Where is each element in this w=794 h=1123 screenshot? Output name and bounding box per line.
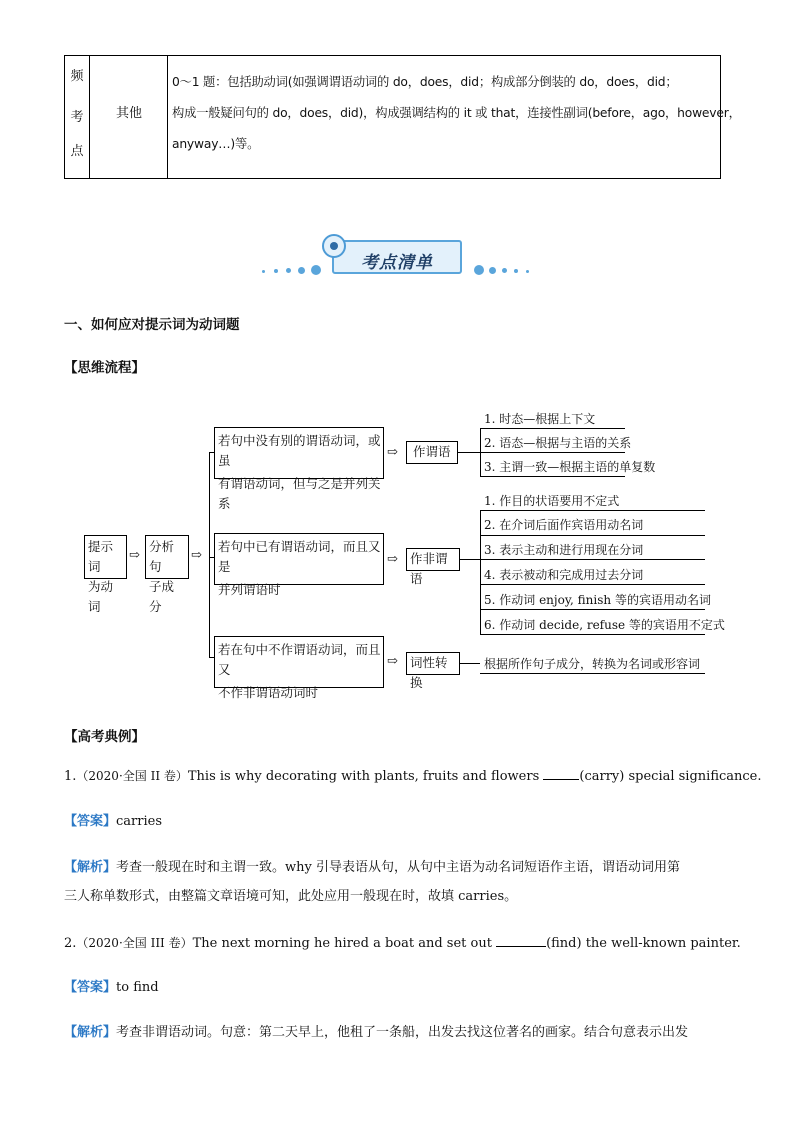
decor-dot: [489, 267, 496, 274]
example-source: （2020·全国 III 卷）: [76, 936, 193, 950]
example-question: [64, 935, 741, 951]
flow-rule: 1. 时态—根据上下文: [484, 412, 596, 426]
flow-rule: 3. 表示主动和进行用现在分词: [484, 543, 644, 557]
flow-rule-underline: [480, 673, 705, 674]
answer-blank: [496, 935, 546, 947]
flow-rule: 2. 在介词后面作宾语用动名词: [484, 518, 644, 532]
decor-dot: [262, 270, 265, 273]
flow-condition-box: [214, 636, 384, 700]
table-vertical-char: 考: [70, 110, 84, 125]
example-analysis-cont: 三人称单数形式，由整篇文章语境可知，此处应用一般现在时，故填 carries。: [64, 889, 518, 904]
flow-root-line: 提示词: [88, 539, 114, 574]
exam-examples-heading: 【高考典例】: [64, 729, 145, 745]
answer-blank: [543, 768, 579, 780]
table-col-type: [90, 56, 168, 178]
flow-result-label: 作谓语: [413, 444, 451, 459]
flow-connector: [460, 559, 480, 560]
flow-connector: [458, 452, 480, 453]
answer-tag: 【答案】: [64, 980, 117, 995]
flow-rule-underline: [480, 452, 625, 453]
eye-icon: [322, 234, 346, 258]
example-question: [64, 768, 762, 784]
arrow-right-icon: ⇨: [387, 552, 398, 567]
arrow-right-icon: ⇨: [129, 548, 140, 563]
flow-root-line: 为动词: [88, 579, 114, 614]
flow-trunk-line: [209, 452, 210, 658]
flow-condition-line: 若在句中不作谓语动词，而且又: [218, 642, 381, 677]
flow-rule: 3. 主谓一致—根据主语的单复数: [484, 460, 656, 474]
table-vertical-char: 频: [70, 69, 84, 84]
flow-connector: [460, 663, 480, 664]
flow-result-box: [406, 441, 458, 464]
flow-analyze-box: [145, 535, 189, 614]
flow-rule: 5. 作动词 enjoy, finish 等的宾语用动名词: [484, 593, 711, 607]
example-answer: [64, 980, 159, 995]
example-answer: [64, 814, 162, 829]
table-desc-line: anyway…)等。: [172, 137, 260, 151]
analysis-tag: 【解析】: [64, 860, 117, 875]
decor-dot: [526, 270, 529, 273]
flow-rule-underline: [480, 510, 705, 511]
flow-rule-underline: [480, 535, 705, 536]
flow-result-box: [406, 652, 460, 690]
example-source: （2020·全国 II 卷）: [76, 769, 188, 783]
answer-tag: 【答案】: [64, 814, 117, 829]
flow-condition-line: 有谓语动词，但与之是并列关系: [218, 476, 381, 511]
flow-connector: [480, 510, 481, 634]
decor-dot: [474, 265, 484, 275]
flow-condition-line: 若句中已有谓语动词，而且又是: [218, 539, 381, 574]
badge-title: 考点清单: [361, 253, 433, 273]
arrow-right-icon: ⇨: [387, 445, 398, 460]
table-vertical-char: 点: [70, 144, 84, 159]
decor-dot: [502, 268, 507, 273]
example-sentence: (find) the well-known painter.: [546, 936, 741, 951]
flow-rule: 2. 语态—根据与主语的关系: [484, 436, 632, 450]
flow-rule-underline: [480, 609, 705, 610]
example-sentence: (carry) special significance.: [579, 769, 762, 784]
analysis-text: 考查一般现在时和主谓一致。why 引导表语从句，从句中主语为动名词短语作主语，谓语动词用第: [116, 860, 680, 875]
analysis-text: 考查非谓语动词。句意：第二天早上，他租了一条船，出发去找这位著名的画家。结合句意表示出发: [116, 1025, 689, 1040]
decor-dot: [514, 269, 518, 273]
table-desc-line: 0～1 题：包括助动词(如强调谓语动词的 do，does，did；构成部分倒装的 do，does，did；: [172, 75, 678, 89]
answer-text: to find: [116, 980, 159, 995]
example-sentence: This is why decorating with plants, fruits and flowers: [187, 769, 544, 784]
badge-box: [332, 240, 462, 274]
arrow-right-icon: ⇨: [191, 548, 202, 563]
table-desc-line: 构成一般疑问句的 do，does，did)，构成强调结构的 it 或 that，连接性副词(before，ago，however，: [172, 106, 741, 120]
flow-result-box: [406, 548, 460, 586]
flow-condition-line: 并列谓语时: [218, 582, 281, 597]
analysis-tag: 【解析】: [64, 1025, 117, 1040]
flow-rule: 1. 作目的状语要用不定式: [484, 494, 620, 508]
example-number: 1.: [64, 769, 77, 784]
example-analysis: [64, 1025, 688, 1040]
flow-condition-box: [214, 427, 384, 511]
decor-dot: [311, 265, 321, 275]
flow-analyze-line: 分析句: [149, 539, 175, 574]
table-col-category: [65, 56, 90, 178]
arrow-right-icon: ⇨: [387, 654, 398, 669]
flow-condition-box: [214, 533, 384, 597]
flow-condition-line: 不作非谓语动词时: [218, 685, 319, 700]
flow-root-box: [84, 535, 127, 614]
flow-rule-underline: [480, 634, 705, 635]
flow-rule-underline: [480, 428, 625, 429]
frequency-table: [64, 55, 741, 179]
section-heading: 一、如何应对提示词为动词题: [64, 317, 240, 333]
flow-rule-underline: [480, 584, 705, 585]
example-number: 2.: [64, 936, 77, 951]
table-col-description: [168, 56, 741, 178]
example-analysis: [64, 860, 680, 875]
flow-rule-underline: [480, 559, 705, 560]
example-sentence: The next morning he hired a boat and set out: [192, 936, 497, 951]
decor-dot: [298, 267, 305, 274]
flow-analyze-line: 子成分: [149, 579, 175, 614]
flow-rule: 4. 表示被动和完成用过去分词: [484, 568, 644, 582]
flow-rule: 根据所作句子成分，转换为名词或形容词: [484, 657, 701, 671]
flow-condition-line: 若句中没有别的谓语动词，或虽: [218, 433, 381, 468]
answer-text: carries: [116, 814, 162, 829]
decor-dot: [274, 269, 278, 273]
table-type-label: 其他: [115, 106, 142, 121]
flow-result-label: 作非谓语: [410, 551, 448, 586]
decor-dot: [286, 268, 291, 273]
flow-rule-underline: [480, 476, 625, 477]
flow-rule: 6. 作动词 decide, refuse 等的宾语用不定式: [484, 618, 725, 632]
thinking-flow-heading: 【思维流程】: [64, 360, 145, 376]
flow-result-label: 词性转换: [410, 655, 448, 690]
